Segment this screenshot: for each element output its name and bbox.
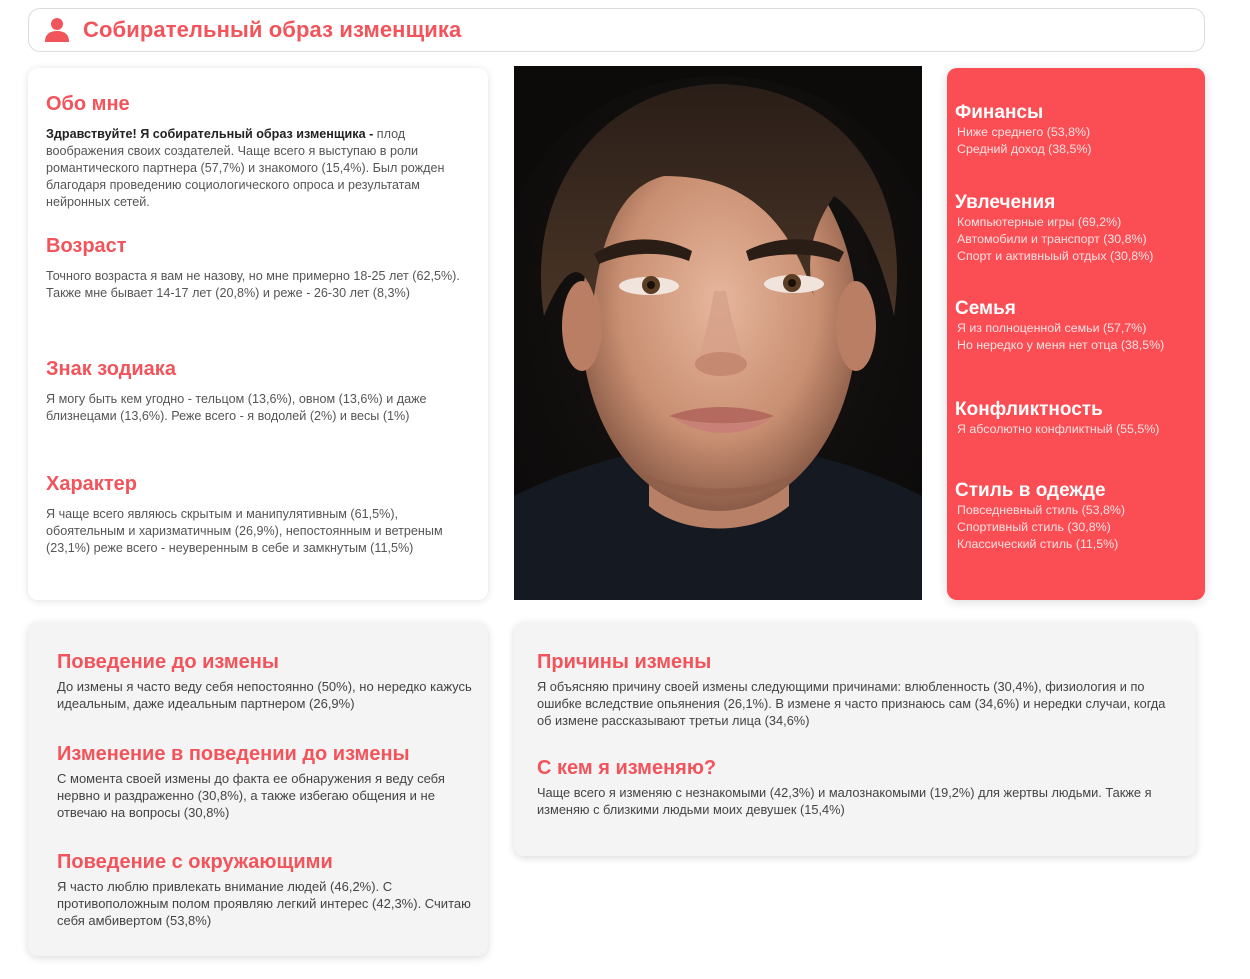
page-title: Собирательный образ изменщика: [83, 17, 462, 42]
about-me-text: [46, 126, 470, 211]
reasons-why-title: Причины измены: [537, 651, 712, 673]
behavior-social-text: Я часто люблю привлекать внимание людей (46,2%). С противоположным полом проявляю легкий интерес (42,3%). Считаю себя амбивертом (53,8%): [57, 879, 471, 928]
hobbies-item: Спорт и активныый отдых (30,8%): [957, 249, 1154, 263]
behavior-before-title: Поведение до измены: [57, 651, 279, 673]
with-whom-text: Чаще всего я изменяю с незнакомыми (42,3%) и малознакомыми (19,2%) для жертвы людьми. Также я изменяю с близкими людьми моих девушек (15,4%): [537, 785, 1152, 817]
hobbies-section: [955, 192, 1199, 265]
finance-title: Финансы: [955, 102, 1044, 123]
behavior-before-section: [57, 650, 474, 712]
style-item: Классический стиль (11,5%): [957, 537, 1119, 551]
age-section: [46, 234, 470, 302]
zodiac-title: Знак зодиака: [46, 358, 176, 380]
portrait-photo: [514, 66, 922, 600]
about-card: [28, 68, 488, 600]
finance-section: [955, 102, 1199, 158]
family-title: Семья: [955, 298, 1016, 319]
about-me-title: Обо мне: [46, 93, 130, 115]
behavior-social-section: [57, 850, 474, 929]
style-item: Повседневный стиль (53,8%): [957, 503, 1126, 517]
reasons-why-text: Я объясняю причину своей измены следующими причинами: влюбленность (30,4%), физиология и по ошибке вследствие опьянения (26,1%). В измене я часто признаюсь сам (34,6%) и нередки случаи, когда об измене рассказывают третьи лица (34,6%): [537, 679, 1166, 728]
family-section: [955, 298, 1199, 354]
behavior-change-title: Изменение в поведении до измены: [57, 743, 410, 765]
style-section: [955, 480, 1199, 553]
reasons-card: [514, 622, 1196, 856]
behavior-before-text: До измены я часто веду себя непостоянно (50%), но нередко кажусь идеальным, даже идеальным партнером (26,9%): [57, 679, 472, 711]
with-whom-title: С кем я изменяю?: [537, 757, 717, 779]
conflict-item: Я абсолютно конфликтный (55,5%): [957, 422, 1160, 436]
behavior-change-section: [57, 742, 474, 821]
finance-item: Средний доход (38,5%): [957, 142, 1092, 156]
user-icon: [43, 16, 71, 44]
with-whom-section: [537, 756, 1176, 818]
hobbies-item: Автомобили и транспорт (30,8%): [957, 232, 1147, 246]
style-item: Спортивный стиль (30,8%): [957, 520, 1111, 534]
character-text: Я чаще всего являюсь скрытым и манипулятивным (61,5%), обоятельным и харизматичным (26,9%), непостоянным и ветреным (23,1%) реже всего - неуверенным в себе и замкнутым (11,5%): [46, 507, 443, 555]
family-item: Я из полноценной семьи (57,7%): [957, 321, 1147, 335]
about-me-body: плод воображения своих создателей. Чаще всего я выступаю в роли романтического партнера (57,7%) и знакомого (15,4%). Был рожден благодаря проведению социологического опроса и результатам нейронных сетей.: [46, 127, 445, 209]
reasons-why-section: [537, 650, 1176, 729]
about-me-section: [46, 92, 470, 211]
behavior-change-text: С момента своей измены до факта ее обнаружения я веду себя нервно и раздраженно (30,8%), а также избегаю общения и не отвечаю на вопросы (30,8%): [57, 771, 445, 820]
conflict-section: [955, 399, 1199, 438]
zodiac-section: [46, 357, 470, 425]
stats-card: [947, 68, 1205, 600]
zodiac-text: Я могу быть кем угодно - тельцом (13,6%), овном (13,6%) и даже близнецами (13,6%). Реже всего - я водолей (2%) и весы (1%): [46, 392, 427, 423]
page-header: [28, 8, 1205, 52]
behavior-social-title: Поведение с окружающими: [57, 851, 333, 873]
hobbies-title: Увлечения: [955, 192, 1056, 213]
character-section: [46, 472, 470, 557]
hobbies-item: Компьютерные игры (69,2%): [957, 215, 1122, 229]
behavior-card: [28, 622, 488, 956]
conflict-title: Конфликтность: [955, 399, 1103, 420]
family-item: Но нередко у меня нет отца (38,5%): [957, 338, 1165, 352]
age-title: Возраст: [46, 235, 127, 257]
age-text: Точного возраста я вам не назову, но мне примерно 18-25 лет (62,5%). Также мне бывает 14-17 лет (20,8%) и реже - 26-30 лет (8,3%): [46, 269, 460, 300]
finance-item: Ниже среднего (53,8%): [957, 125, 1091, 139]
character-title: Характер: [46, 473, 137, 495]
about-me-intro: Здравствуйте! Я собирательный образ изменщика -: [46, 127, 374, 141]
style-title: Стиль в одежде: [955, 480, 1106, 501]
